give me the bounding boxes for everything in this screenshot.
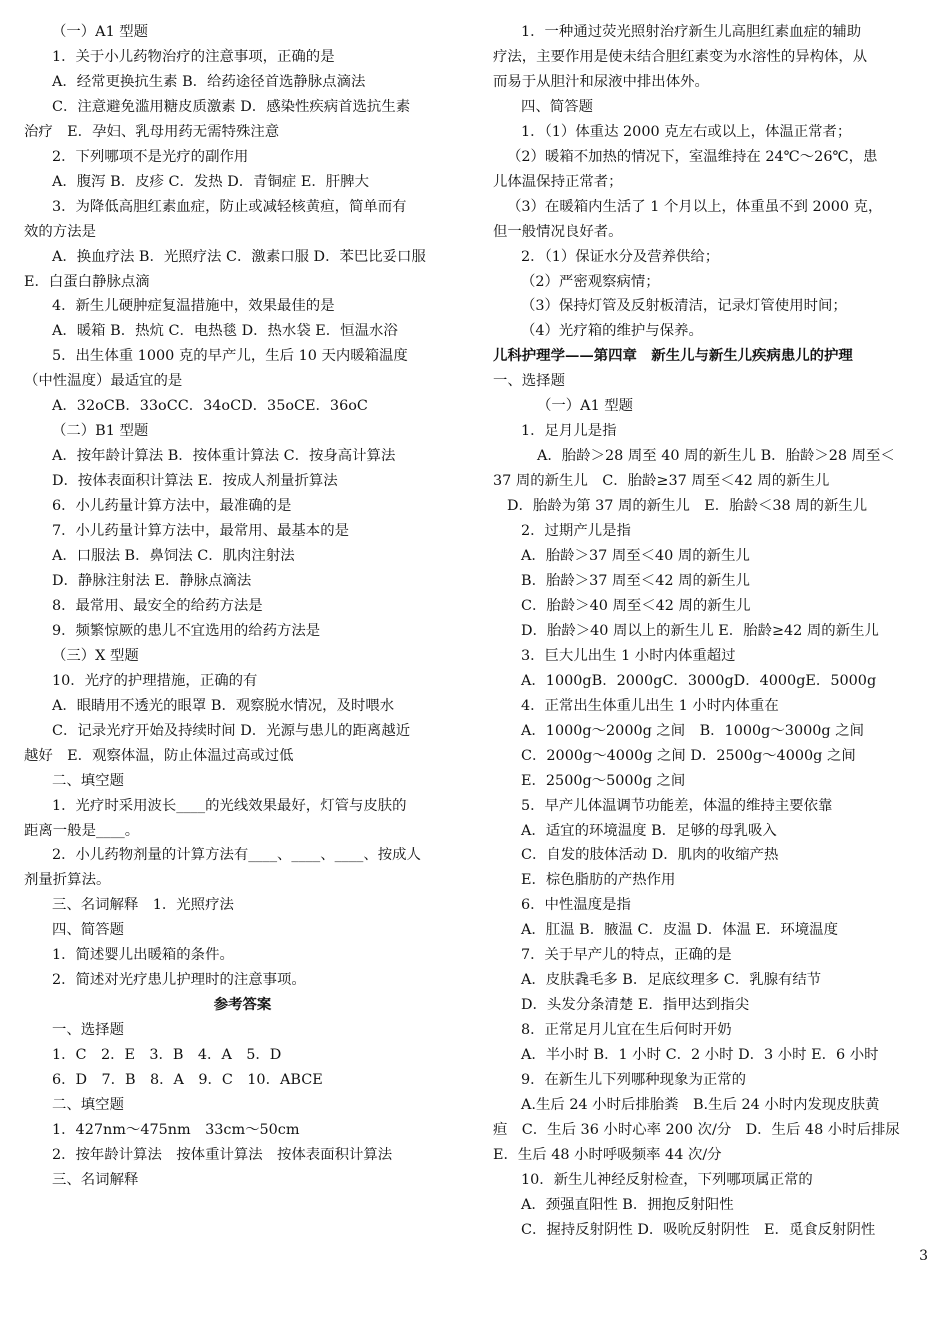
text-line: 1．一种通过荧光照射治疗新生儿高胆红素血症的辅助 <box>521 24 862 40</box>
text-line: 儿体温保持正常者； <box>493 173 623 190</box>
text-line: 1．（1）体重达 2000 克左右或以上，体温正常者； <box>521 123 852 140</box>
text-line: D．静脉注射法 E．静脉点滴法 <box>52 572 252 589</box>
text-line: 疸 C．生后 36 小时心率 200 次/分 D．生后 48 小时后排尿 <box>493 1121 900 1138</box>
text-line: A．眼睛用不透光的眼罩 B．观察脱水情况，及时喂水 <box>52 697 395 714</box>
text-line: 1．427nm～475nm 33cm～50cm <box>52 1121 300 1138</box>
page-number: 3 <box>919 1248 928 1264</box>
text-line: 9．在新生儿下列哪种现象为正常的 <box>521 1072 747 1089</box>
text-line: 2．下列哪项不是光疗的副作用 <box>52 148 249 165</box>
text-line: A．口服法 B．鼻饲法 C．肌肉注射法 <box>52 548 295 565</box>
text-line: 4．新生儿硬肿症复温措施中，效果最佳的是 <box>52 298 335 315</box>
text-line: 但一般情况良好者。 <box>493 223 623 240</box>
text-line: 疗法，主要作用是使未结合胆红素变为水溶性的异构体，从 <box>493 48 868 65</box>
text-line: 2．过期产儿是指 <box>521 523 631 540</box>
text-line: 37 周的新生儿 C．胎龄≥37 周至＜42 周的新生儿 <box>493 473 830 490</box>
text-line: A．暖箱 B．热炕 C．电热毯 D．热水袋 E．恒温水浴 <box>52 323 398 340</box>
text-line: A．胎龄＞28 周至 40 周的新生儿 B．胎龄＞28 周至＜ <box>537 448 895 465</box>
text-line: （3）保持灯管及反射板清洁，记录灯管使用时间； <box>521 298 847 315</box>
text-line: A．腹泻 B．皮疹 C．发热 D．青铜症 E．肝脾大 <box>52 173 369 190</box>
text-line: 8．最常用、最安全的给药方法是 <box>52 597 263 614</box>
text-line: E．生后 48 小时呼吸频率 44 次/分 <box>493 1146 722 1163</box>
text-line: 1．关于小儿药物治疗的注意事项，正确的是 <box>52 48 335 65</box>
text-line: 3．为降低高胆红素血症，防止或减轻核黄疸，简单而有 <box>52 198 407 215</box>
text-line: 距离一般是____。 <box>24 822 140 839</box>
text-line: A．经常更换抗生素 B．给药途径首选静脉点滴法 <box>52 73 366 90</box>
text-line: C．记录光疗开始及持续时间 D．光源与患儿的距离越近 <box>52 722 411 739</box>
text-line: A．半小时 B．1 小时 C．2 小时 D．3 小时 E．6 小时 <box>521 1047 879 1064</box>
text-line: 10．光疗的护理措施，正确的有 <box>52 672 258 689</box>
text-line: 四、简答题 <box>52 922 124 939</box>
text-line: （4）光疗箱的维护与保养。 <box>521 323 703 340</box>
text-line: A．换血疗法 B．光照疗法 C．激素口服 D．苯巴比妥口服 <box>52 248 426 265</box>
text-line: A．适宜的环境温度 B．足够的母乳吸入 <box>521 822 777 839</box>
text-line: （中性温度）最适宜的是 <box>24 373 183 390</box>
text-line: 二、填空题 <box>52 1096 124 1113</box>
text-line: 5．早产儿体温调节功能差，体温的维持主要依靠 <box>521 797 833 814</box>
text-line: A．皮肤毳毛多 B．足底纹理多 C．乳腺有结节 <box>521 972 822 989</box>
text-line: （2）暖箱不加热的情况下，室温维持在 24℃～26℃，患 <box>507 148 878 165</box>
text-line: C．胎龄＞40 周至＜42 周的新生儿 <box>521 597 751 614</box>
text-line: A．颈强直阳性 B．拥抱反射阳性 <box>521 1196 734 1213</box>
text-line: 6．中性温度是指 <box>521 897 631 914</box>
text-line: 4．正常出生体重儿出生 1 小时内体重在 <box>521 697 779 714</box>
text-line: A．1000gB．2000gC．3000gD．4000gE．5000g <box>521 672 877 689</box>
text-line: B．胎龄＞37 周至＜42 周的新生儿 <box>521 572 751 589</box>
text-line: 一、选择题 <box>52 1022 124 1039</box>
text-line: A．按年龄计算法 B．按体重计算法 C．按身高计算法 <box>52 448 396 465</box>
text-line: 6．小儿药量计算方法中，最准确的是 <box>52 498 292 515</box>
text-line: E．白蛋白静脉点滴 <box>24 273 150 290</box>
text-line: （2）严密观察病情； <box>521 273 660 290</box>
text-line: 1．光疗时采用波长____的光线效果最好，灯管与皮肤的 <box>52 797 407 814</box>
text-line: 7．关于早产儿的特点，正确的是 <box>521 947 732 964</box>
text-line: 3．巨大儿出生 1 小时内体重超过 <box>521 647 736 664</box>
text-line: 三、名词解释 <box>52 1171 139 1188</box>
text-line: 儿科护理学——第四章 新生儿与新生儿疾病患儿的护理 <box>493 347 853 365</box>
text-line: 越好 E．观察体温，防止体温过高或过低 <box>24 747 294 764</box>
text-line: C．握持反射阴性 D．吸吮反射阴性 E．觅食反射阴性 <box>521 1221 876 1238</box>
text-line: 2．（1）保证水分及营养供给； <box>521 248 720 265</box>
text-line: 6．D 7．B 8．A 9．C 10．ABCE <box>52 1072 323 1089</box>
text-line: 四、简答题 <box>521 98 593 115</box>
text-line: 2．简述对光疗患儿护理时的注意事项。 <box>52 972 306 989</box>
left-column <box>24 20 461 1193</box>
text-line: （三）X 型题 <box>52 647 139 664</box>
text-line: 9．频繁惊厥的患儿不宜选用的给药方法是 <box>52 622 321 639</box>
text-line: （3）在暖箱内生活了 1 个月以上，体重虽不到 2000 克， <box>507 198 883 215</box>
text-line: E．2500g～5000g 之间 <box>521 772 686 789</box>
text-line: A．肛温 B．腋温 C．皮温 D．体温 E．环境温度 <box>521 922 838 939</box>
text-line: （一）A1 型题 <box>52 24 149 40</box>
text-line: 5．出生体重 1000 克的早产儿，生后 10 天内暖箱温度 <box>52 348 408 365</box>
text-line: E．棕色脂肪的产热作用 <box>521 872 676 889</box>
text-line: C．注意避免滥用糖皮质激素 D．感染性疾病首选抗生素 <box>52 98 411 115</box>
text-line: C．自发的肢体活动 D．肌肉的收缩产热 <box>521 847 779 864</box>
text-line: 一、选择题 <box>493 373 565 390</box>
text-line: 效的方法是 <box>24 223 96 240</box>
text-line: 参考答案 <box>213 996 272 1014</box>
text-line: （二）B1 型题 <box>52 423 149 440</box>
text-line: 而易于从胆汁和尿液中排出体外。 <box>493 73 709 90</box>
text-line: 1．足月儿是指 <box>521 423 617 440</box>
text-line: 8．正常足月儿宜在生后何时开奶 <box>521 1022 732 1039</box>
text-line: 三、名词解释 1．光照疗法 <box>52 897 234 914</box>
text-line: 2．小儿药物剂量的计算方法有____、____、____、按成人 <box>52 847 421 864</box>
text-line: 剂量折算法。 <box>24 872 111 889</box>
text-line: 二、填空题 <box>52 772 124 789</box>
text-line: A．1000g～2000g 之间 B．1000g～3000g 之间 <box>521 722 864 739</box>
text-line: 1．简述婴儿出暖箱的条件。 <box>52 947 234 964</box>
text-line: C．2000g～4000g 之间 D．2500g～4000g 之间 <box>521 747 856 764</box>
text-line: 10．新生儿神经反射检查，下列哪项属正常的 <box>521 1171 813 1188</box>
text-line: 治疗 E．孕妇、乳母用药无需特殊注意 <box>24 123 280 140</box>
text-line: A．32oCB．33oCC．34oCD．35oCE．36oC <box>52 398 368 415</box>
text-line: A.生后 24 小时后排胎粪 B.生后 24 小时内发现皮肤黄 <box>521 1096 880 1113</box>
text-line: D．胎龄为第 37 周的新生儿 E．胎龄＜38 周的新生儿 <box>507 498 868 515</box>
text-line: 7．小儿药量计算方法中，最常用、最基本的是 <box>52 523 349 540</box>
text-line: 1．C 2．E 3．B 4．A 5．D <box>52 1047 282 1064</box>
text-line: 2．按年龄计算法 按体重计算法 按体表面积计算法 <box>52 1146 393 1163</box>
text-line: D．胎龄＞40 周以上的新生儿 E．胎龄≥42 周的新生儿 <box>521 622 879 639</box>
text-line: D．按体表面积计算法 E．按成人剂量折算法 <box>52 473 338 490</box>
text-line: D．头发分条清楚 E．指甲达到指尖 <box>521 997 750 1014</box>
text-line: A．胎龄＞37 周至＜40 周的新生儿 <box>521 548 750 565</box>
right-column <box>493 20 930 1243</box>
text-line: （一）A1 型题 <box>537 398 634 415</box>
